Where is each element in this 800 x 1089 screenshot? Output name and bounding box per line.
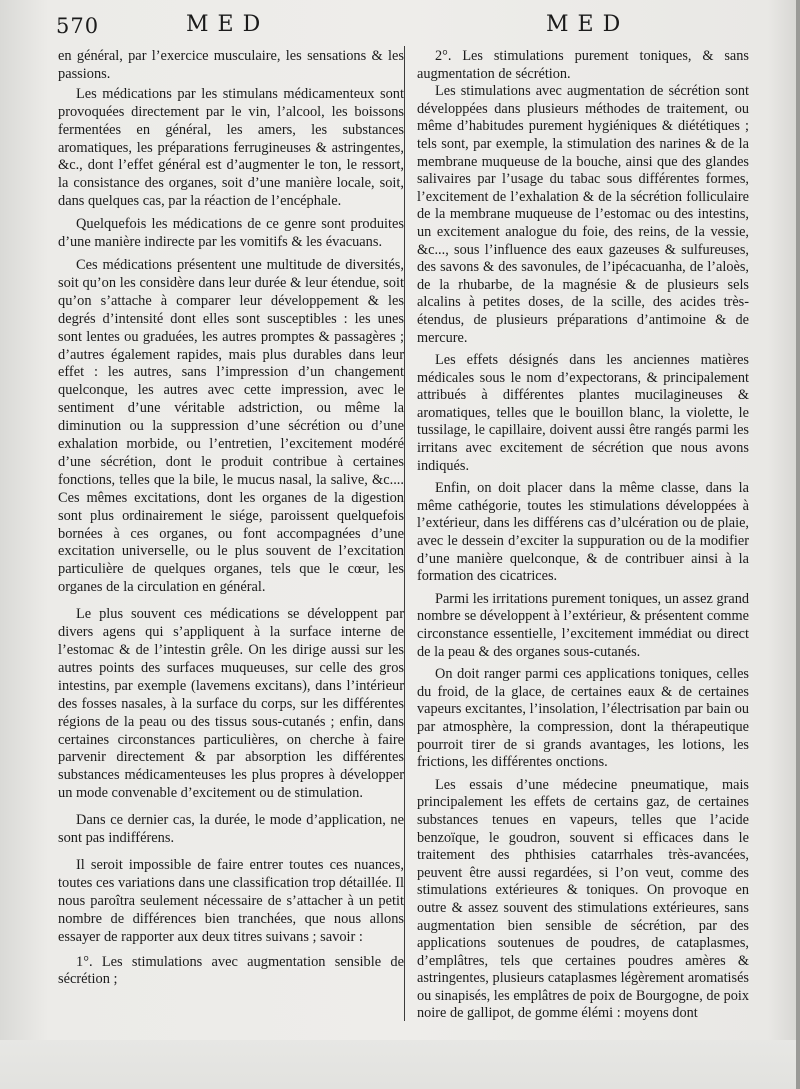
right-column: [417, 48, 749, 1023]
paragraph: en général, par l’exercice musculaire, les sensations & les passions.: [58, 48, 404, 82]
page-edge-shadow: [796, 0, 800, 1089]
paragraph: 1°. Les stimulations avec augmentation sensible de sécrétion ;: [58, 953, 404, 988]
paragraph: Ces médications présentent une multitude de diversités, soit qu’on les considère dans leur durée & leur étendue, soit qu’on s’attache à comparer leur développement & les degrés d’intensité dont elles sont susceptibles : les unes sont lentes ou graduées, les autres promptes & passagères ; d’autres également rapides, mais plus durables dans leur effet : les autres, sans l’impression d’un changement quelconque, les autres avec cette impression, avec le sentiment d’une véritable adstriction, ou même la diminution ou la suppression d’une sécrétion ou d’une exhalation morbide, ou l’entretien, l’excitement modéré d’une sécrétion, dont le produit contribue à certaines fonctions, telles que la bile, le mucus nasal, la salive, &c.... Ces mêmes excitations, dont les organes de la digestion sont plus ordinairement le siége, paroissent quelquefois bornées à ces organes, ou font accompagnées d’une excitation universelle, ou le plus souvent de l’excitation particulière de quelques organes, tels que le cœur, les organes de la circulation en général.: [58, 256, 404, 596]
paragraph: Les médications par les stimulans médicamenteux sont provoquées directement par le vin, l’alcool, les boissons fermentées en général, les amers, les substances aromatiques, les préparations ferrugineuses & astringentes, &c., dont l’effet général est d’augmenter le ton, le ressort, la consistance des organes, soit d’une manière locale, soit, dans quelques cas, par la réaction de l’encéphale.: [58, 85, 404, 210]
left-column: [58, 48, 404, 989]
paragraph: Parmi les irritations purement toniques, un assez grand nombre se développent à l’extérieur, & présentent comme circonstance essentielle, l’excitement immédiat ou direct de la peau & des organes sous-cutanés.: [417, 590, 749, 660]
page-header: [0, 0, 800, 48]
page-bottom-margin: [0, 1040, 800, 1089]
paragraph: Quelquefois les médications de ce genre sont produites d’une manière indirecte par les vomitifs & les évacuans.: [58, 216, 404, 251]
paragraph: Il seroit impossible de faire entrer toutes ces nuances, toutes ces variations dans une classification trop détaillée. Il nous paroîtra seulement nécessaire de s’attacher à un petit nombre de différences bien tranchées, que nous allons essayer de rapporter aux deux titres suivans ; savoir :: [58, 856, 404, 945]
paragraph: Les effets désignés dans les anciennes matières médicales sous le nom d’expectorans, & principalement attribués à différentes plantes mucilagineuses & aromatiques, telles que le bouillon blanc, la violette, le tussilage, le capillaire, doivent aussi être rangés parmi les irritans avec excitement de sécrétion que nous avons indiqués.: [417, 352, 749, 474]
running-head-right: MED: [546, 12, 630, 37]
page-number: 570: [56, 14, 100, 38]
paragraph: Les stimulations avec augmentation de sécrétion sont développées dans plusieurs méthodes de traitement, ou même d’habitudes purement hygiéniques & diététiques ; tels sont, par exemple, la stimulation des narines & de la membrane muqueuse de la bouche, ainsi que des glandes salivaires par l’usage du tabac sous différentes formes, l’excitement de l’exhalation & de la sécrétion folliculaire de la membrane muqueuse de l’estomac ou des intestins, un excitement analogue du foie, des reins, de la vessie, &c..., sous l’influence des eaux gazeuses & sulfureuses, des savons & des savonules, de l’ipécacuanha, de l’aloès, de la rhubarbe, de la magnésie & de plusieurs sels alcalins à petites doses, de la scille, des acides très-étendus, de plusieurs préparations d’antimoine & de mercure.: [417, 83, 749, 346]
paragraph: Enfin, on doit placer dans la même classe, dans la même cathégorie, toutes les stimulations développées à l’extérieur, dans les différens cas d’ulcération ou de plaie, avec le dessein d’exciter la suppuration ou de la modifier d’une manière quelconque, & de contribuer ainsi à la formation des cicatrices.: [417, 480, 749, 585]
paragraph: Le plus souvent ces médications se développent par divers agens qui s’appliquent à la surface interne de l’estomac & de l’intestin grêle. On les dirige aussi sur les autres points des surfaces muqueuses, sur celle des gros intestins, par exemple (lavemens excitans), dans l’intérieur des fosses nasales, à la surface du corps, sur les différentes régions de la peau ou des tissus sous-cutanés ; enfin, dans certaines circonstances particulières, on cherche à faire parvenir directement & par absorption les différentes substances médicamenteuses les plus propres à développer un mode convenable d’excitement ou de stimulation.: [58, 606, 404, 802]
paragraph: On doit ranger parmi ces applications toniques, celles du froid, de la glace, de certaines eaux & de certaines vapeurs excitantes, l’insolation, l’électrisation par bain ou par atmosphère, la compression, dont la thérapeutique pourroit tirer de si grands avantages, les lotions, les frictions, les différentes onctions.: [417, 666, 749, 771]
column-divider: [404, 46, 405, 1021]
paragraph: 2°. Les stimulations purement toniques, & sans augmentation de sécrétion.: [417, 48, 749, 82]
paragraph: Les essais d’une médecine pneumatique, mais principalement les effets de certains gaz, de certaines substances tenues en vapeurs, telles que l’acide benzoïque, le goudron, souvent si efficaces dans le traitement des phthisies catarrhales très-avancées, peuvent être aussi regardées, si l’on veut, comme des stimulations extérieures & toniques. On provoque en outre & assez souvent des stimulations extérieures, sans augmentation bien sensible de sécrétion, par des applications soutenues de poudres, de cataplasmes, d’emplâtres, tels que certaines poudres amères & astringentes, plusieurs cataplasmes légèrement aromatisés ou sinapisés, les emplâtres de poix de Bourgogne, de poix noire de gallipot, de gomme élémi : moyens dont: [417, 776, 749, 1022]
running-head-left: MED: [186, 12, 270, 37]
paragraph: Dans ce dernier cas, la durée, le mode d’application, ne sont pas indifférens.: [58, 812, 404, 847]
